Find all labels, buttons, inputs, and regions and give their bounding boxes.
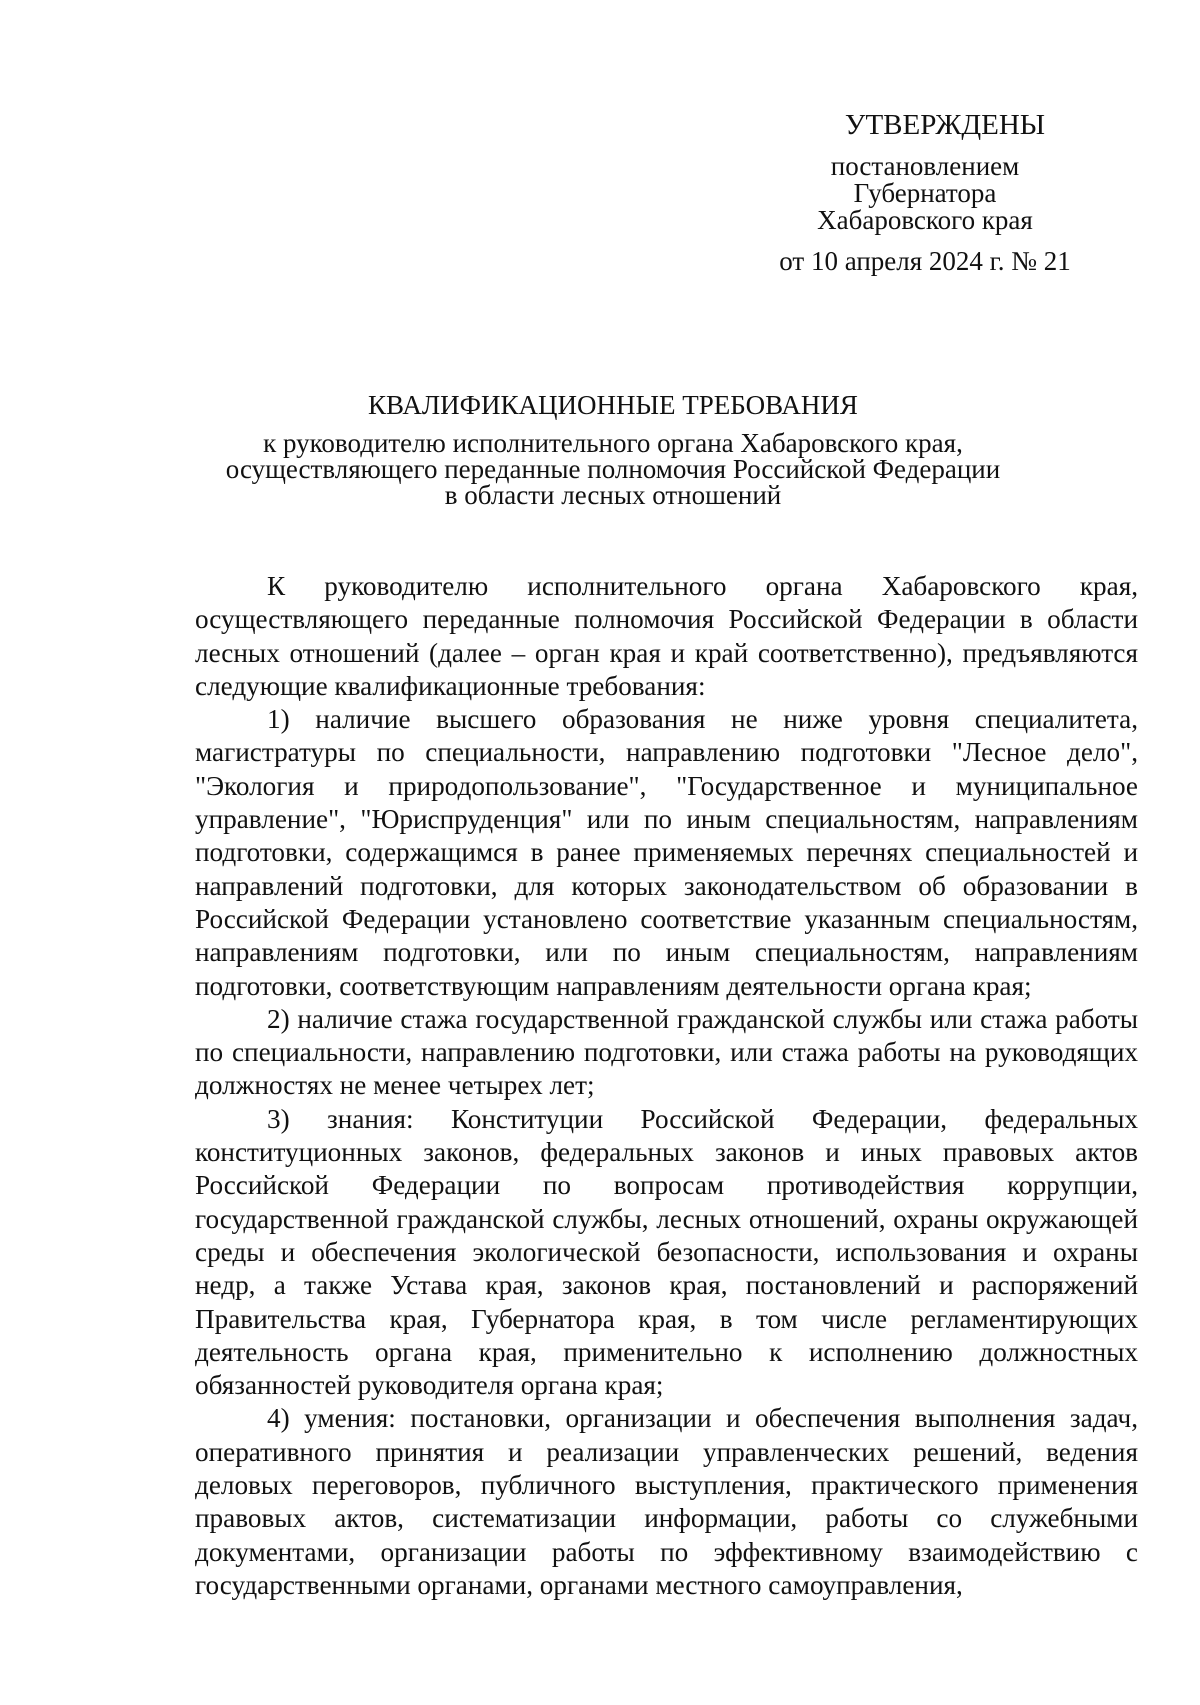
requirement-3-knowledge: 3) знания: Конституции Российской Федерации, федеральных конституционных законов, федеральных законов и иных правовых актов Российской Федерации по вопросам противодействия коррупции, государственной гражданской службы, лесных отношений, охраны окружающей среды и обеспечения экологической безопасности, использования и охраны недр, а также Устава края, законов края, постановлений и распоряжений Правительства края, Губернатора края, в том числе регламентирующих деятельность органа края, применительно к исполнению должностных обязанностей руководителя органа края;	[195, 1103, 1138, 1401]
approval-line-governor: Губернатора	[853, 178, 997, 208]
approval-stamp	[740, 109, 1110, 276]
title-block	[180, 390, 1046, 508]
requirement-4-skills: 4) умения: постановки, организации и обеспечения выполнения задач, оперативного принятия и реализации управленческих решений, ведения деловых переговоров, публичного выступления, практического применения правовых актов, систематизации информации, работы со служебными документами, организации работы по эффективному взаимодействию с государственными органами, органами местного самоуправления,	[195, 1403, 1138, 1600]
requirement-2-experience: 2) наличие стажа государственной гражданской службы или стажа работы по специальности, направлению подготовки, или стажа работы на руководящих должностях не менее четырех лет;	[195, 1003, 1138, 1101]
intro-paragraph: К руководителю исполнительного органа Хабаровского края, осуществляющего переданные полномочия Российской Федерации в области лесных отношений (далее – орган края и край соответственно), предъявляются следующие квалификационные требования:	[195, 571, 1138, 701]
approval-date: от 10 апреля 2024 г. № 21	[779, 246, 1071, 276]
document-title: КВАЛИФИКАЦИОННЫЕ ТРЕБОВАНИЯ	[368, 390, 858, 420]
document-body	[195, 570, 1138, 1602]
approval-line-decree: постановлением	[830, 151, 1020, 181]
approval-line-region: Хабаровского края	[817, 205, 1033, 235]
document-subtitle-line-2: осуществляющего переданные полномочия Российской Федерации	[225, 454, 1001, 484]
document-subtitle-line-3: в области лесных отношений	[444, 480, 782, 510]
document-subtitle-line-1: к руководителю исполнительного органа Хабаровского края,	[263, 428, 963, 458]
requirement-1-education: 1) наличие высшего образования не ниже уровня специалитета, магистратуры по специальности, направлению подготовки "Лесное дело", "Экология и природопользование", "Государственное и муниципальное управление", "Юриспруденция" или по иным специальностям, направлениям подготовки, содержащимся в ранее применяемых перечнях специальностей и направлений подготовки, для которых законодательством об образовании в Российской Федерации установлено соответствие указанным специальностям, направлениям подготовки, или по иным специальностям, направлениям подготовки, соответствующим направлениям деятельности органа края;	[195, 704, 1138, 1001]
approved-label: УТВЕРЖДЕНЫ	[844, 109, 1046, 141]
